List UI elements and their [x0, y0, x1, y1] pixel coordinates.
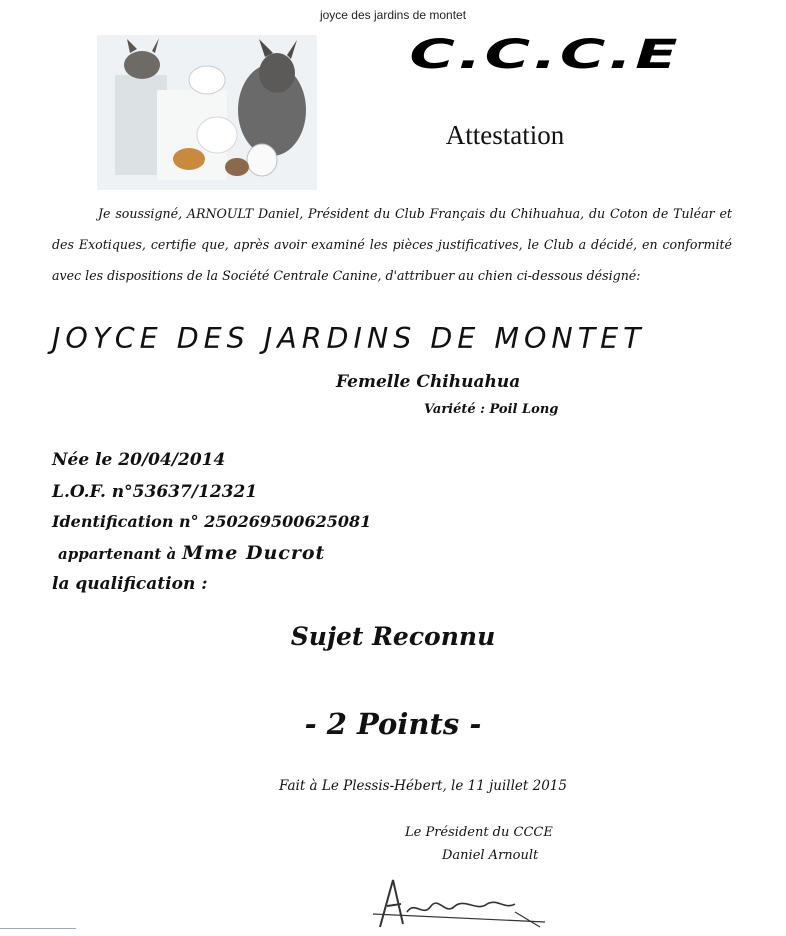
identification-number: Identification n° 250269500625081	[52, 512, 372, 531]
document-caption: joyce des jardins de montet	[319, 8, 467, 22]
dog-sex-breed: Femelle Chihuahua	[336, 372, 521, 392]
qualification-result: Sujet Reconnu	[290, 622, 496, 651]
president-name: Daniel Arnoult	[442, 848, 539, 863]
qualification-label: la qualification :	[52, 574, 208, 594]
page-edge-line	[0, 928, 76, 929]
intro-paragraph: Je soussigné, ARNOULT Daniel, Président du Club Français du Chihuahua, du Coton de Tuléar et des Exotiques, certifie que, après avoir examiné les pièces justificatives, le Club a décidé, en conformité avec les dispositions de la Société Centrale Canine, d'attribuer au chien ci-dessous désigné:	[52, 206, 732, 283]
lof-number: L.O.F. n°53637/12321	[52, 482, 258, 502]
club-logo: C.C.C.E	[409, 32, 681, 78]
dog-name: JOYCE DES JARDINS DE MONTET	[52, 322, 646, 355]
owner-label: appartenant à	[58, 545, 177, 563]
handwritten-signature	[365, 872, 565, 932]
place-and-date: Fait à Le Plessis-Hébert, le 11 juillet 2015	[279, 778, 567, 794]
dog-variety: Variété : Poil Long	[424, 402, 559, 417]
points-awarded: - 2 Points -	[304, 707, 482, 741]
president-title: Le Président du CCCE	[405, 825, 553, 840]
owner-line	[58, 542, 325, 564]
owner-name: Mme Ducrot	[182, 542, 326, 564]
dogs-photo-collage	[97, 35, 317, 190]
birth-date: Née le 20/04/2014	[52, 450, 226, 470]
document-title: Attestation	[445, 120, 565, 150]
dogs-illustration	[97, 35, 317, 190]
signature	[365, 872, 565, 932]
